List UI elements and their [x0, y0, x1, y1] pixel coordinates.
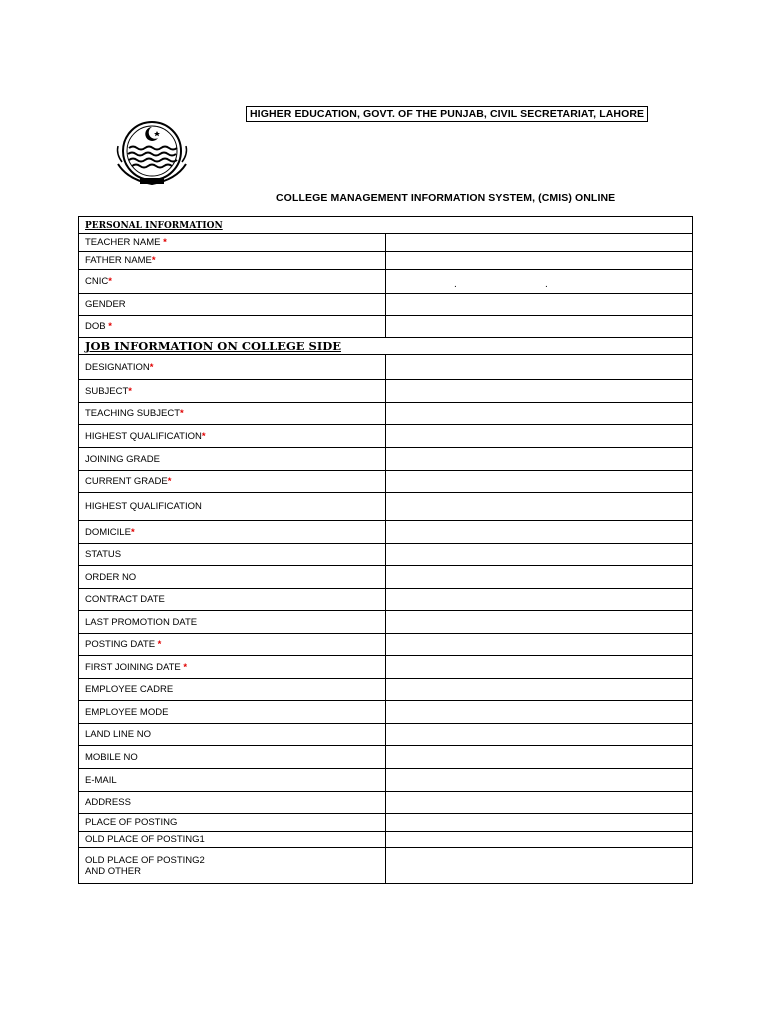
field-label: [79, 724, 386, 746]
field-value-cell[interactable]: [386, 814, 693, 832]
field-label: [79, 544, 386, 566]
field-label-text: FIRST JOINING DATE: [85, 661, 181, 673]
form-row: [79, 294, 693, 316]
field-value-cell[interactable]: [386, 521, 693, 544]
field-label: [79, 832, 386, 848]
field-value-cell[interactable]: [386, 769, 693, 792]
field-label-text: CNIC: [85, 276, 109, 287]
field-value-cell[interactable]: [386, 403, 693, 425]
form-row: [79, 832, 693, 848]
field-value-cell[interactable]: [386, 832, 693, 848]
field-value-cell[interactable]: [386, 656, 693, 679]
required-marker: *: [180, 408, 184, 419]
section-title: JOB INFORMATION ON COLLEGE SIDE: [85, 339, 341, 353]
field-value-cell[interactable]: [386, 355, 693, 380]
field-value-cell[interactable]: [386, 544, 693, 566]
form-row: [79, 724, 693, 746]
form-row: [79, 746, 693, 769]
field-label-text: LAST PROMOTION DATE: [85, 616, 198, 628]
field-value-cell[interactable]: [386, 589, 693, 611]
field-label-text: HIGHEST QUALIFICATION: [85, 430, 202, 442]
field-value-cell[interactable]: [386, 701, 693, 724]
field-label-text: OLD PLACE OF POSTING1: [85, 834, 205, 845]
field-label-text: TEACHER NAME: [85, 237, 161, 248]
form-header-title: HIGHER EDUCATION, GOVT. OF THE PUNJAB, CIVIL SECRETARIAT, LAHORE: [246, 106, 648, 122]
form-row: [79, 252, 693, 270]
field-label-text: LAND LINE NO: [85, 729, 151, 740]
required-marker: *: [151, 255, 156, 266]
field-label-text: JOINING GRADE: [85, 453, 160, 465]
required-marker: *: [183, 661, 188, 673]
form-row: [79, 355, 693, 380]
field-label: [79, 634, 386, 656]
required-marker: *: [167, 476, 172, 487]
form-row: [79, 471, 693, 493]
field-label: [79, 270, 386, 294]
cnic-separator: .: [545, 278, 548, 290]
cnic-separators: [392, 272, 686, 292]
required-marker: *: [128, 385, 132, 397]
form-row: [79, 234, 693, 252]
teacher-info-form: [78, 216, 693, 884]
required-marker: *: [201, 430, 206, 442]
form-row: [79, 634, 693, 656]
field-label: [79, 471, 386, 493]
form-row: [79, 656, 693, 679]
field-label: [79, 294, 386, 316]
required-marker: *: [108, 276, 112, 287]
required-marker: *: [108, 321, 112, 332]
field-label: [79, 403, 386, 425]
field-label-text: PLACE OF POSTING: [85, 817, 178, 828]
form-row: [79, 493, 693, 521]
field-label: [79, 746, 386, 769]
field-label-text: POSTING DATE: [85, 639, 156, 650]
field-label: [79, 493, 386, 521]
field-label-text: EMPLOYEE MODE: [85, 706, 169, 718]
required-marker: *: [130, 526, 135, 538]
field-value-cell[interactable]: [386, 566, 693, 589]
field-label-text: HIGHEST QUALIFICATION: [85, 501, 202, 512]
form-row: [79, 769, 693, 792]
form-row: [79, 403, 693, 425]
form-row: [79, 270, 693, 294]
field-label-text: CONTRACT DATE: [85, 594, 165, 605]
cnic-separator: .: [454, 278, 457, 290]
form-row: [79, 380, 693, 403]
section-heading-personal: [79, 217, 693, 234]
form-row: [79, 566, 693, 589]
field-value-cell[interactable]: [386, 493, 693, 521]
field-label: [79, 589, 386, 611]
field-value-cell[interactable]: [386, 448, 693, 471]
field-label-text: ORDER NO: [85, 571, 137, 583]
field-label-text: GENDER: [85, 299, 126, 310]
form-row: [79, 848, 693, 884]
field-value-cell[interactable]: [386, 679, 693, 701]
field-label-text: E-MAIL: [85, 774, 117, 786]
field-value-cell[interactable]: [386, 724, 693, 746]
field-label-text: ADDRESS: [85, 797, 131, 808]
field-value-cell[interactable]: [386, 425, 693, 448]
field-value-cell[interactable]: [386, 848, 693, 884]
field-label-text: CURRENT GRADE: [85, 476, 168, 487]
field-value-cell[interactable]: [386, 611, 693, 634]
field-value-cell[interactable]: [386, 792, 693, 814]
form-row: [79, 521, 693, 544]
field-value-cell[interactable]: [386, 746, 693, 769]
field-value-cell[interactable]: [386, 634, 693, 656]
form-row: [79, 814, 693, 832]
field-label: [79, 355, 386, 380]
form-row: [79, 679, 693, 701]
punjab-emblem-icon: [110, 118, 194, 190]
field-label: [79, 521, 386, 544]
section-heading-job: [79, 338, 693, 355]
field-label-text: EMPLOYEE CADRE: [85, 684, 174, 695]
required-marker: *: [149, 361, 154, 373]
field-value-cell[interactable]: [386, 380, 693, 403]
required-marker: *: [163, 237, 167, 248]
required-marker: *: [157, 639, 162, 650]
field-value-cell[interactable]: [386, 252, 693, 270]
field-label: [79, 252, 386, 270]
form-row: [79, 316, 693, 338]
field-label: [79, 425, 386, 448]
field-label-text: DOB: [85, 321, 106, 332]
field-label: [79, 679, 386, 701]
field-value-cell[interactable]: [386, 294, 693, 316]
form-row: [79, 589, 693, 611]
field-label: [79, 769, 386, 792]
field-label: [79, 448, 386, 471]
field-label: [79, 316, 386, 338]
field-label: [79, 380, 386, 403]
form-row: [79, 792, 693, 814]
form-row: [79, 448, 693, 471]
field-label-text: OLD PLACE OF POSTING2: [85, 854, 205, 866]
field-label-text: FATHER NAME: [85, 255, 152, 266]
field-label: [79, 792, 386, 814]
section-title: PERSONAL INFORMATION: [85, 220, 223, 231]
field-label-text: TEACHING SUBJECT: [85, 408, 181, 419]
form-row: [79, 425, 693, 448]
form-row: [79, 544, 693, 566]
form-row: [79, 611, 693, 634]
field-label: [79, 656, 386, 679]
field-value-cell[interactable]: [386, 270, 693, 294]
field-label-text: MOBILE NO: [85, 751, 138, 763]
field-label: [79, 234, 386, 252]
field-value-cell[interactable]: [386, 316, 693, 338]
field-label: [79, 848, 386, 884]
field-value-cell[interactable]: [386, 471, 693, 493]
field-label-text: DESIGNATION: [85, 361, 150, 373]
form-row: [79, 701, 693, 724]
field-label: [79, 814, 386, 832]
form-subtitle: COLLEGE MANAGEMENT INFORMATION SYSTEM, (CMIS) ONLINE: [276, 192, 616, 204]
field-label-text: DOMICILE: [85, 526, 131, 538]
field-value-cell[interactable]: [386, 234, 693, 252]
field-label: [79, 701, 386, 724]
field-label: [79, 611, 386, 634]
field-label-text: SUBJECT: [85, 385, 129, 397]
field-label: [79, 566, 386, 589]
field-label-text: STATUS: [85, 549, 122, 560]
field-label-text-line2: AND OTHER: [85, 865, 141, 877]
